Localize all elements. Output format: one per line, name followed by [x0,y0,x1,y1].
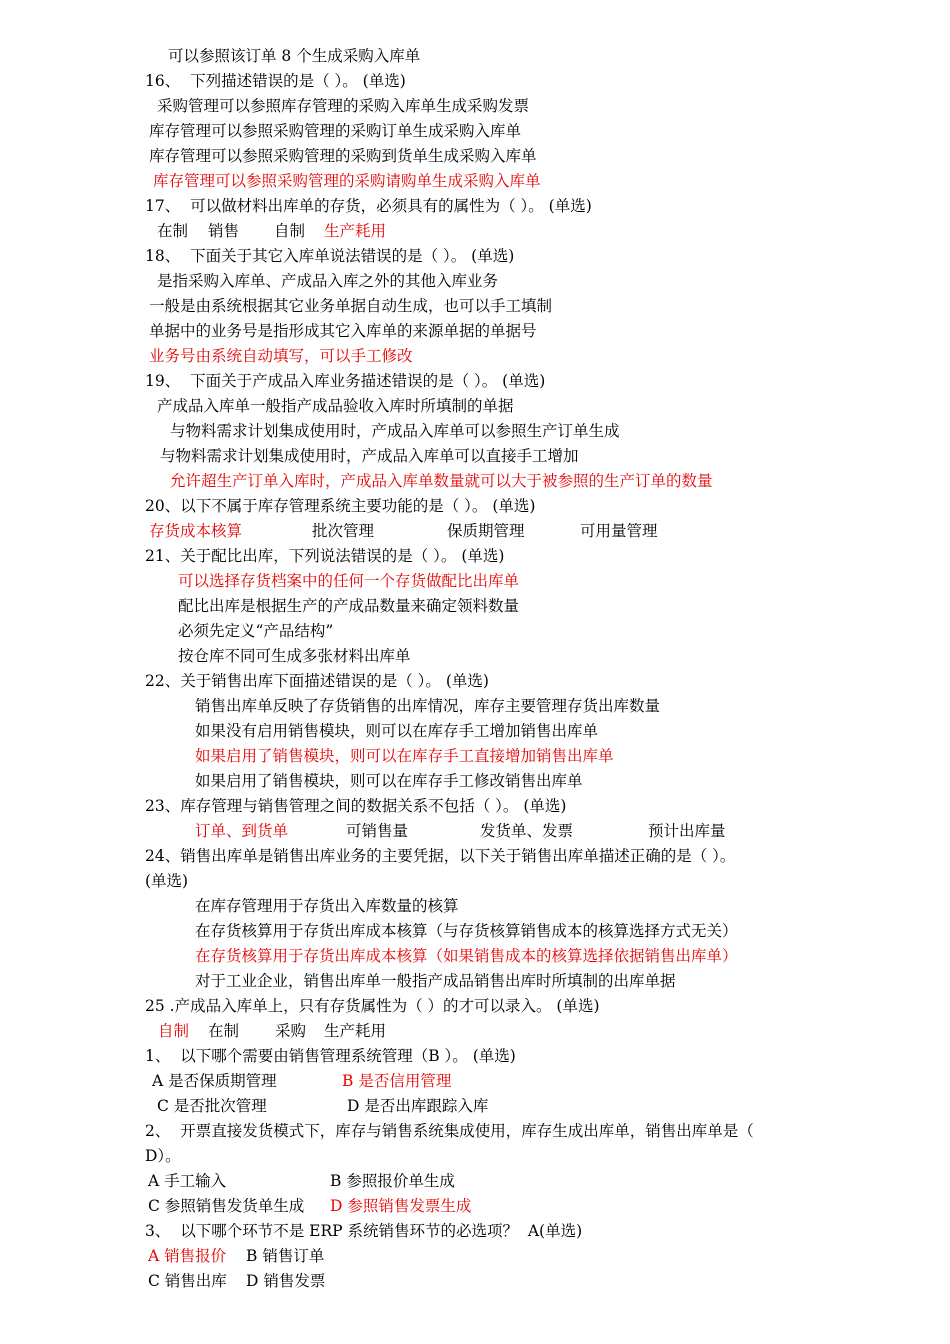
option-line: 保质期管理 [447,522,525,540]
option-line: 配比出库是根据生产的产成品数量来确定领料数量 [178,597,520,615]
option-line: 与物料需求计划集成使用时，产成品入库单可以参照生产订单生成 [170,422,620,440]
option-line: 可用量管理 [580,522,658,540]
option-line: A 手工输入 [148,1172,227,1190]
option-line: 批次管理 [312,522,375,540]
question-19: 19、 下面关于产成品入库业务描述错误的是（ ）。 (单选) [145,372,546,390]
answer-line: 自制 [158,1022,190,1040]
question-2: 2、 开票直接发货模式下，库存与销售系统集成使用，库存生成出库单，销售出库单是（ [145,1122,754,1140]
option-line: C 参照销售发货单生成 [148,1197,305,1215]
answer-line: 库存管理可以参照采购管理的采购请购单生成采购入库单 [153,172,541,190]
option-line: 一般是由系统根据其它业务单据自动生成，也可以手工填制 [149,297,553,315]
question-18: 18、 下面关于其它入库单说法错误的是（ ）。 (单选) [145,247,515,265]
answer-line: 业务号由系统自动填写，可以手工修改 [149,347,413,365]
question-3: 3、 以下哪个环节不是 ERP 系统销售环节的必选项？ A(单选) [145,1222,583,1240]
option-line: D 销售发票 [246,1272,326,1290]
option-line: 生产耗用 [324,1022,387,1040]
answer-line: 存货成本核算 [149,522,243,540]
option-line: 预计出库量 [648,822,726,840]
question-24-type: (单选) [145,872,189,890]
option-line: 可销售量 [346,822,409,840]
answer-line: 在存货核算用于存货出库成本核算（如果销售成本的核算选择依据销售出库单） [195,947,738,965]
answer-line: D 参照销售发票生成 [330,1197,472,1215]
question-25: 25 .产成品入库单上，只有存货属性为（ ）的才可以录入。 (单选) [145,997,600,1015]
option-line: 库存管理可以参照采购管理的采购订单生成采购入库单 [149,122,522,140]
text-line: 可以参照该订单 8 个生成采购入库单 [168,47,421,65]
question-1: 1、 以下哪个需要由销售管理系统管理（B ）。 (单选) [145,1047,516,1065]
answer-line: 允许超生产订单入库时，产成品入库单数量就可以大于被参照的生产订单的数量 [170,472,713,490]
answer-line: B 是否信用管理 [342,1072,452,1090]
option-line: 对于工业企业，销售出库单一般指产成品销售出库时所填制的出库单据 [195,972,676,990]
option-line: 必须先定义“产品结构” [178,622,334,640]
option-line: 如果启用了销售模块，则可以在库存手工修改销售出库单 [195,772,583,790]
question-24: 24、销售出库单是销售出库业务的主要凭据，以下关于销售出库单描述正确的是（ ）。 [145,847,736,865]
answer-line: 可以选择存货档案中的任何一个存货做配比出库单 [178,572,520,590]
question-2-cont: D）。 [145,1147,181,1165]
answer-line: 如果启用了销售模块，则可以在库存手工直接增加销售出库单 [195,747,614,765]
answer-line: A 销售报价 [148,1247,227,1265]
option-line: 单据中的业务号是指形成其它入库单的来源单据的单据号 [149,322,537,340]
option-line: 与物料需求计划集成使用时，产成品入库单可以直接手工增加 [160,447,579,465]
option-line: 库存管理可以参照采购管理的采购到货单生成采购入库单 [149,147,537,165]
option-line: 是指采购入库单、产成品入库之外的其他入库业务 [157,272,499,290]
option-line: 产成品入库单一般指产成品验收入库时所填制的单据 [157,397,514,415]
option-line: C 是否批次管理 [157,1097,267,1115]
option-line: 在制 [157,222,189,240]
option-line: B 销售订单 [246,1247,325,1265]
option-line: A 是否保质期管理 [152,1072,277,1090]
question-16: 16、 下列描述错误的是（ ）。 (单选) [145,72,406,90]
question-22: 22、关于销售出库下面描述错误的是（ ）。 (单选) [145,672,489,690]
option-line: 在制 [208,1022,240,1040]
question-20: 20、以下不属于库存管理系统主要功能的是（ ）。 (单选) [145,497,536,515]
option-line: 如果没有启用销售模块，则可以在库存手工增加销售出库单 [195,722,599,740]
question-21: 21、关于配比出库，下列说法错误的是（ ）。 (单选) [145,547,505,565]
question-23: 23、库存管理与销售管理之间的数据关系不包括（ ）。 (单选) [145,797,567,815]
option-line: 自制 [274,222,306,240]
option-line: 采购管理可以参照库存管理的采购入库单生成采购发票 [157,97,530,115]
option-line: 在存货核算用于存货出库成本核算（与存货核算销售成本的核算选择方式无关） [195,922,738,940]
option-line: 采购 [275,1022,307,1040]
option-line: 按仓库不同可生成多张材料出库单 [178,647,411,665]
answer-line: 生产耗用 [324,222,387,240]
option-line: B 参照报价单生成 [330,1172,455,1190]
option-line: 销售出库单反映了存货销售的出库情况，库存主要管理存货出库数量 [195,697,661,715]
question-17: 17、 可以做材料出库单的存货，必须具有的属性为（ ）。 (单选) [145,197,592,215]
option-line: D 是否出库跟踪入库 [347,1097,489,1115]
option-line: 发货单、发票 [480,822,574,840]
option-line: 在库存管理用于存货出入库数量的核算 [195,897,459,915]
option-line: C 销售出库 [148,1272,227,1290]
answer-line: 订单、到货单 [195,822,289,840]
option-line: 销售 [208,222,240,240]
